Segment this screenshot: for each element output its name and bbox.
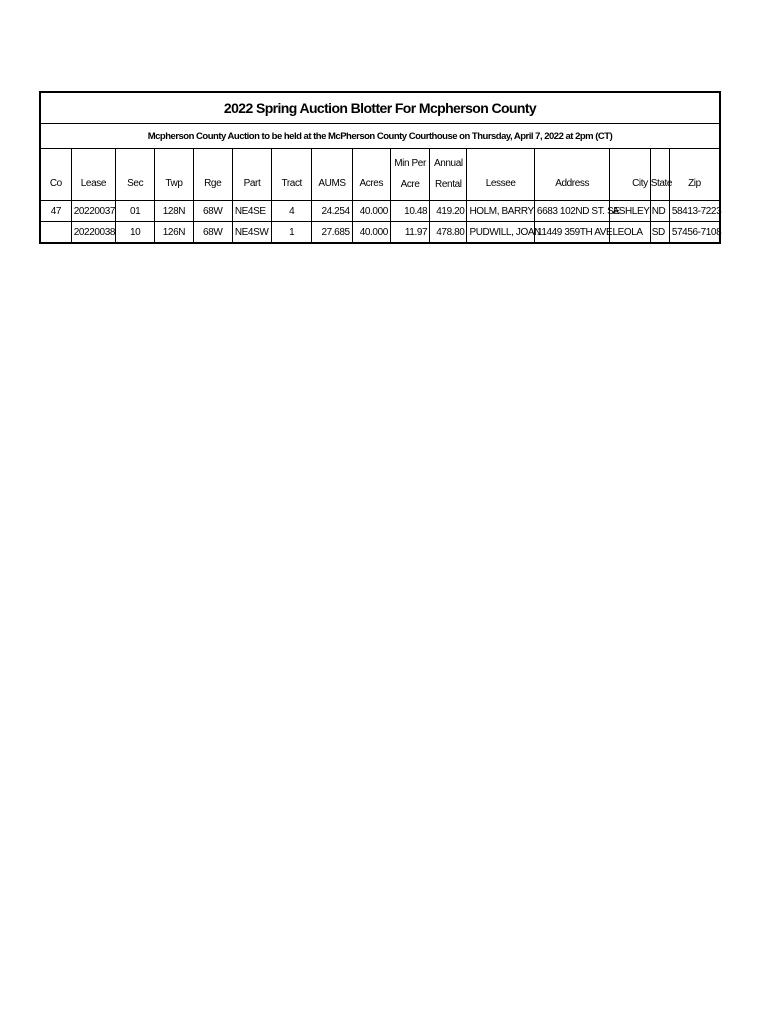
cell-state: ND [650,201,669,222]
cell-min-per-acre: 10.48 [390,201,429,222]
header-row [40,149,720,201]
cell-city: ASHLEY [610,201,650,222]
auction-blotter-table [39,91,721,244]
header-city: City [610,149,650,201]
cell-zip: 58413-7223 [669,201,720,222]
header-acres: Acres [352,149,390,201]
cell-acres: 40.000 [352,222,390,244]
header-lessee: Lessee [467,149,534,201]
header-part: Part [232,149,271,201]
header-min-per-acre-line2: Acre [400,179,420,190]
cell-tract: 4 [272,201,312,222]
cell-co: 47 [40,201,71,222]
header-state: State [650,149,669,201]
header-lease: Lease [71,149,115,201]
sheet-title: 2022 Spring Auction Blotter For Mcpherson County [40,92,720,124]
cell-address: 6683 102ND ST. SE [534,201,610,222]
sheet-subtitle: Mcpherson County Auction to be held at the McPherson County Courthouse on Thursday, April 7, 2022 at 2pm (CT) [40,124,720,149]
header-aums: AUMS [312,149,352,201]
cell-address: 11449 359TH AVE [534,222,610,244]
header-annual-rental-line2: Rental [435,179,462,190]
cell-lessee: HOLM, BARRY [467,201,534,222]
header-address: Address [534,149,610,201]
header-tract: Tract [272,149,312,201]
cell-rge: 68W [193,222,232,244]
header-co: Co [40,149,71,201]
cell-min-per-acre: 11.97 [390,222,429,244]
header-annual-rental [430,149,467,201]
header-twp: Twp [155,149,193,201]
cell-annual-rental: 478.80 [430,222,467,244]
cell-twp: 128N [155,201,193,222]
cell-city: LEOLA [610,222,650,244]
cell-sec: 10 [116,222,155,244]
header-sec: Sec [116,149,155,201]
cell-co [40,222,71,244]
header-rge: Rge [193,149,232,201]
cell-aums: 27.685 [312,222,352,244]
cell-part: NE4SE [232,201,271,222]
cell-lease: 20220038 [71,222,115,244]
table-row [40,222,720,244]
cell-rge: 68W [193,201,232,222]
cell-tract: 1 [272,222,312,244]
header-zip: Zip [669,149,720,201]
header-min-per-acre-line1: Min Per [394,158,426,169]
cell-acres: 40.000 [352,201,390,222]
cell-aums: 24.254 [312,201,352,222]
cell-annual-rental: 419.20 [430,201,467,222]
cell-state: SD [650,222,669,244]
table-row [40,201,720,222]
cell-sec: 01 [116,201,155,222]
header-annual-rental-line1: Annual [433,158,463,169]
cell-lessee: PUDWILL, JOAN [467,222,534,244]
cell-twp: 126N [155,222,193,244]
cell-lease: 20220037 [71,201,115,222]
cell-part: NE4SW [232,222,271,244]
header-min-per-acre [390,149,429,201]
cell-zip: 57456-7108 [669,222,720,244]
